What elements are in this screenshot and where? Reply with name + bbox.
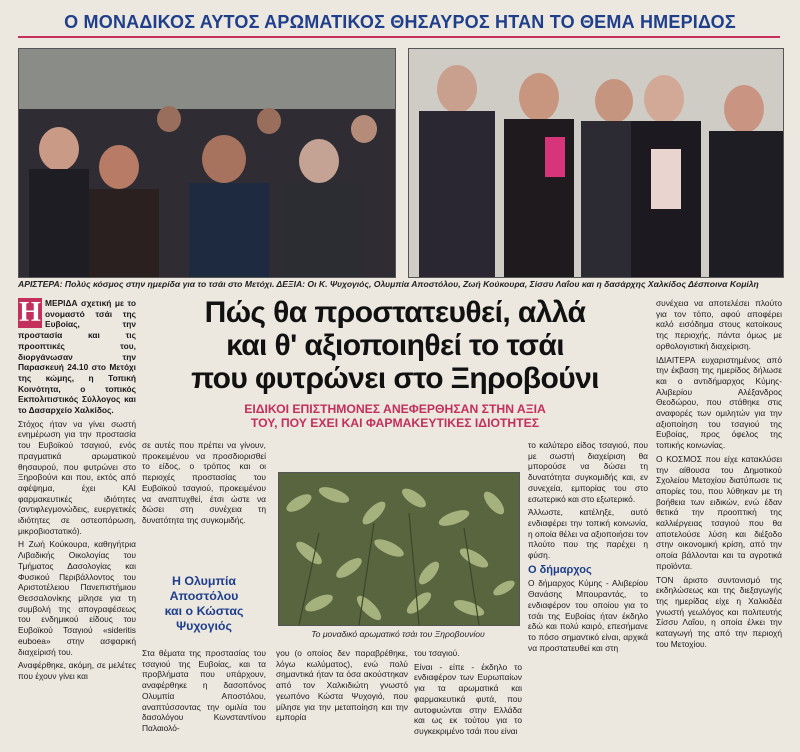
audience-illustration xyxy=(19,49,395,277)
photo-tea-plants xyxy=(278,472,520,626)
paragraph: το καλύτερο είδος τσαγιού, που με σωστή διαχείριση θα μπορούσε να δώσει τη δυνατότητα συγκομιδής και, εν συνεχεία, εμπορίας του στο εσωτερικό και στο εξωτερικό. xyxy=(528,440,648,504)
headline-line: και θ' αξιοποιηθεί το τσάι xyxy=(226,329,564,362)
section-subtitle: Ο δήμαρχος xyxy=(528,563,592,576)
paragraph: Στα θέματα της προστασίας του τσαγιού της Ευβοίας, και τα προβλήματα που υπάρχουν, αναφέρθηκε η δασοπόνος Ολυμπία Αποστόλου, αναπτύσσοντας την ομιλία του δασολόγου Κωνσταντίνου Παλαιολό- xyxy=(142,648,266,733)
photo-audience xyxy=(18,48,396,278)
photos-caption: ΑΡΙΣΤΕΡΑ: Πολύς κόσμος στην ημερίδα για το τσάι στο Μετόχι. ΔΕΞΙΑ: Οι Κ. Ψυχογιός, Ολυμπία Αποστόλου, Ζωή Κούκουρα, Σίσσυ Λαΐου και η δασάρχης Χαλκίδος Δέσποινα Κομίλη xyxy=(18,279,759,289)
headline xyxy=(142,296,648,395)
paragraph: του τσαγιού. xyxy=(414,648,460,658)
headline-line: Πώς θα προστατευθεί, αλλά xyxy=(204,296,586,329)
paragraph: σε αυτές που πρέπει να γίνουν, προκειμένου να προσδιορισθεί το είδος, ο τρόπος και οι περιοχές προστασίας του Ευβοϊκού τσαγιού, προκειμένου να αναπτυχθεί, έτσι ώστε να δώσει στη συνέχεια τη δυνατότητα της συγκομιδής. xyxy=(142,440,266,525)
paragraph: Στόχος ήταν να γίνει σωστή ενημέρωση για την προστασία του Ευβοϊκού τσαγιού, ενός πραγματικά αρωματικού θησαυρού, που φυτρώνει στο Ξηροβούνι και που, εκτός από αφέψημα, έχει ΚΑΙ φαρμακευτικές ιδιότητες (αντιφλεγμονώδεις, ευεργετικές ιδιότητες σε οστεοπόρωση, μικροβιοστατικό). xyxy=(18,418,136,536)
paragraph: Η Ζωή Κούκουρα, καθηγήτρια Λιβαδικής Οικολογίας του Τμήματος Δασολογίας και Φυσικού Περιβάλλοντος του Αριστοτέλειου Πανεπιστήμιου Θεσσαλονίκης μίλησε για τη συμβολή της απογραφέσεως του ενδημικού είδους του Ευβοϊκού Τσαγιού «sideritis euboea» στην ασφαρική διαχείρισή του. xyxy=(18,539,136,657)
section-heading-line: Ψυχογιός xyxy=(176,619,232,633)
paragraph: Είναι - είπε - έκδηλο το ενδιαφέρον των Ευρωπαίων για τα αρωματικά και φαρμακευτικά φυτά, που αυτοφυώνται στην Ελλάδα και ως εκ τούτου για το συγκεκριμένο τσάι που είναι xyxy=(414,661,522,736)
paragraph: ΙΔΙΑΙΤΕΡΑ ευχαριστημένος από την έκβαση της ημερίδος δήλωσε και ο αντιδήμαρχος Κύμης-Αλιβερίου Αλέξανδρος Θεοδώρου, που στάθηκε στις αναφορές των ομιλητών για την αξιοποίηση του τσαγιού της Ευβοίας, προς όφελος της τοπικής κοινωνίας. xyxy=(656,354,782,451)
section-heading-line: Η Ολυμπία xyxy=(171,574,237,588)
paragraph: Ο ΚΟΣΜΟΣ που είχε κατακλύσει την αίθουσα του Δημοτικού Σχολείου Μετοχίου διατύπωσε τις απορίες του, που λύθηκαν με τη βοήθεια των ειδικών, ενώ έδαν θετικά την προοπτική της καλλιέργειας τσαγιού που θα αποτελούσε λύση και διέξοδο στην οικονομική κρίση, από την οποία βάλλονται και τα αγροτικά προϊόντα. xyxy=(656,453,782,571)
section-heading-line: Αποστόλου xyxy=(169,589,239,603)
section-heading-line: και ο Κώστας xyxy=(164,604,244,618)
section-heading xyxy=(142,574,266,634)
column-3 xyxy=(276,648,408,726)
paragraph: Ο δήμαρχος Κύμης - Αλιβερίου Θανάσης Μπουραντάς, το ενδιαφέρον του οποίου για το τσάι της Ευβοίας ήταν έκδηλο εδώ και πολύ καιρό, επεσήμανε το πόσο σημαντικό είναι, αρχικά να προστατευθεί και στη xyxy=(528,578,648,653)
headline-line: που φυτρώνει στο Ξηροβούνι xyxy=(191,362,599,395)
column-6 xyxy=(656,298,782,653)
paragraph: Αναφέρθηκε, ακόμη, σε μελέτες που έχουν γίνει και xyxy=(18,660,136,681)
lead-paragraph: ΜΕΡΙΔΑ σχετική με το ονομαστό τσάι της Ευβοίας, την προστασία και τις προοπτικές του, διοργάνωσαν την Παρασκευή 24.10 στο Μετόχι της κώμης, η Τοπική Κοινότητα, ο τοπικός Εκπολιτιστικός Σύλλογος και το Δασαρχείο Χαλκίδος. xyxy=(18,298,136,416)
paragraph: ΤΟΝ άριστο συντονισμό της εκδηλώσεως και της διεξαγωγής της ημερίδας είχε η Χαλκιδέα γνωστή γεωλόγος και πολιτευτής Σίσσυ Λαΐου, η οποία έλκει την καταγωγή της από την περιοχή του Μετοχίου. xyxy=(656,574,782,649)
tea-plants-illustration xyxy=(279,473,519,625)
photo-caption: Το μοναδικό αρωματικό τσάι του Ξηροβουνίου xyxy=(311,629,485,639)
column-4 xyxy=(414,648,522,740)
dropcap: Η xyxy=(19,297,41,328)
banner-rule xyxy=(18,36,780,38)
subhead-line: ΤΟΥ, ΠΟΥ ΕΧΕΙ ΚΑΙ ΦΑΡΜΑΚΕΥΤΙΚΕΣ ΙΔΙΟΤΗΤΕΣ xyxy=(250,416,540,430)
speakers-illustration xyxy=(409,49,783,277)
banner-title: Ο ΜΟΝΑΔΙΚΟΣ ΑΥΤΟΣ ΑΡΩΜΑΤΙΚΟΣ ΘΗΣΑΥΡΟΣ ΗΤΑΝ ΤΟ ΘΕΜΑ ΗΜΕΡΙΔΟΣ xyxy=(64,11,736,32)
subhead-line: ΕΙΔΙΚΟΙ ΕΠΙΣΤΗΜΟΝΕΣ ΑΝΕΦΕΡΘΗΣΑΝ ΣΤΗΝ ΑΞΙΑ xyxy=(244,402,546,416)
column-5 xyxy=(528,440,648,656)
column-2-lower xyxy=(142,648,266,737)
paragraph: Άλλωστε, κατέληξε, αυτό ενδιαφέρει την τοπική κοινωνία, η οποία θέλει να αξιοποιήσει τον πλούτο που της παρέχει η φύση. xyxy=(528,507,648,561)
photo-speakers xyxy=(408,48,784,278)
paragraph: συνέχεια να αποτελέσει πλούτο για τον τόπο, αφού αποφέρει καλό εισόδημα στους κατοίκους της περιοχής, πάντα όμως με ορθολογιστική διαχείριση. xyxy=(656,298,782,351)
column-1 xyxy=(18,298,136,685)
column-2 xyxy=(142,440,266,529)
subheadline xyxy=(150,402,640,430)
paragraph: γου (ο οποίος δεν παραβρέθηκε, λόγω κωλύματος), ενώ πολύ σημαντικά ήταν τα όσα ακούστηκαν από τον Χαλκιδιώτη γνωστό γεωπόνο Κώστα Ψυχογιό, που μίλησε για την μεταποίηση και την εμπορία xyxy=(276,648,408,723)
